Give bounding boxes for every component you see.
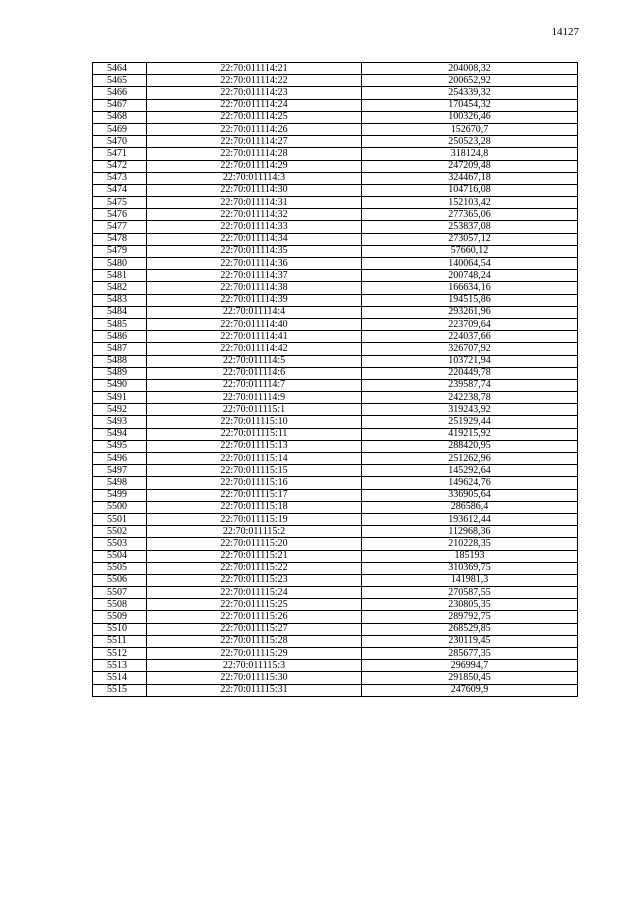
row-number-cell: 5490 [93, 379, 147, 391]
table-row [93, 440, 578, 452]
table-row [93, 416, 578, 428]
table-row [93, 550, 578, 562]
table-row [93, 87, 578, 99]
cadastral-number-cell: 22:70:011114:36 [147, 258, 362, 270]
cadastral-value-cell: 103721,94 [362, 355, 578, 367]
cadastral-value-cell: 253837,08 [362, 221, 578, 233]
table-row [93, 294, 578, 306]
cadastral-number-cell: 22:70:011115:16 [147, 477, 362, 489]
row-number-cell: 5466 [93, 87, 147, 99]
cadastral-value-cell: 277365,06 [362, 209, 578, 221]
cadastral-value-cell: 152103,42 [362, 197, 578, 209]
table-row [93, 672, 578, 684]
cadastral-number-cell: 22:70:011114:6 [147, 367, 362, 379]
cadastral-number-cell: 22:70:011114:23 [147, 87, 362, 99]
row-number-cell: 5505 [93, 562, 147, 574]
row-number-cell: 5470 [93, 136, 147, 148]
table-body [93, 63, 578, 697]
cadastral-value-cell: 170454,32 [362, 99, 578, 111]
table-row [93, 221, 578, 233]
row-number-cell: 5484 [93, 306, 147, 318]
table-row [93, 148, 578, 160]
cadastral-number-cell: 22:70:011114:31 [147, 197, 362, 209]
cadastral-value-cell: 310369,75 [362, 562, 578, 574]
cadastral-number-cell: 22:70:011114:27 [147, 136, 362, 148]
cadastral-number-cell: 22:70:011115:29 [147, 648, 362, 660]
table-row [93, 648, 578, 660]
table-row [93, 355, 578, 367]
row-number-cell: 5508 [93, 599, 147, 611]
row-number-cell: 5476 [93, 209, 147, 221]
row-number-cell: 5467 [93, 99, 147, 111]
cadastral-value-cell: 220449,78 [362, 367, 578, 379]
row-number-cell: 5513 [93, 660, 147, 672]
table-row [93, 635, 578, 647]
cadastral-number-cell: 22:70:011114:9 [147, 392, 362, 404]
row-number-cell: 5511 [93, 635, 147, 647]
row-number-cell: 5506 [93, 574, 147, 586]
table-row [93, 538, 578, 550]
table-row [93, 197, 578, 209]
table-row [93, 489, 578, 501]
cadastral-number-cell: 22:70:011115:24 [147, 587, 362, 599]
row-number-cell: 5503 [93, 538, 147, 550]
table-row [93, 160, 578, 172]
row-number-cell: 5471 [93, 148, 147, 160]
cadastral-number-cell: 22:70:011114:33 [147, 221, 362, 233]
row-number-cell: 5469 [93, 123, 147, 135]
table-row [93, 233, 578, 245]
cadastral-number-cell: 22:70:011114:38 [147, 282, 362, 294]
row-number-cell: 5485 [93, 318, 147, 330]
row-number-cell: 5496 [93, 453, 147, 465]
cadastral-number-cell: 22:70:011115:17 [147, 489, 362, 501]
cadastral-value-cell: 273057,12 [362, 233, 578, 245]
row-number-cell: 5515 [93, 684, 147, 696]
table-row [93, 270, 578, 282]
row-number-cell: 5483 [93, 294, 147, 306]
row-number-cell: 5498 [93, 477, 147, 489]
table-row [93, 404, 578, 416]
table-row [93, 428, 578, 440]
cadastral-value-cell: 152670,7 [362, 123, 578, 135]
row-number-cell: 5478 [93, 233, 147, 245]
table-row [93, 75, 578, 87]
cadastral-value-cell: 242238,78 [362, 392, 578, 404]
table-row [93, 513, 578, 525]
row-number-cell: 5472 [93, 160, 147, 172]
cadastral-value-cell: 239587,74 [362, 379, 578, 391]
cadastral-number-cell: 22:70:011115:14 [147, 453, 362, 465]
row-number-cell: 5502 [93, 526, 147, 538]
cadastral-value-cell: 324467,18 [362, 172, 578, 184]
cadastral-value-cell: 296994,7 [362, 660, 578, 672]
table-row [93, 599, 578, 611]
cadastral-number-cell: 22:70:011114:39 [147, 294, 362, 306]
row-number-cell: 5510 [93, 623, 147, 635]
row-number-cell: 5481 [93, 270, 147, 282]
table-row [93, 136, 578, 148]
table-row [93, 367, 578, 379]
cadastral-number-cell: 22:70:011114:40 [147, 318, 362, 330]
cadastral-value-cell: 104716,08 [362, 184, 578, 196]
cadastral-value-cell: 230805,35 [362, 599, 578, 611]
row-number-cell: 5495 [93, 440, 147, 452]
cadastral-number-cell: 22:70:011114:25 [147, 111, 362, 123]
table-row [93, 184, 578, 196]
cadastral-value-cell: 200652,92 [362, 75, 578, 87]
table-row [93, 63, 578, 75]
row-number-cell: 5465 [93, 75, 147, 87]
cadastral-number-cell: 22:70:011115:15 [147, 465, 362, 477]
cadastral-value-cell: 57660,12 [362, 245, 578, 257]
table-row [93, 477, 578, 489]
table-row [93, 574, 578, 586]
cadastral-value-cell: 149624,76 [362, 477, 578, 489]
cadastral-number-cell: 22:70:011115:3 [147, 660, 362, 672]
cadastral-number-cell: 22:70:011115:21 [147, 550, 362, 562]
cadastral-number-cell: 22:70:011114:3 [147, 172, 362, 184]
table-row [93, 562, 578, 574]
table-row [93, 306, 578, 318]
cadastral-number-cell: 22:70:011115:25 [147, 599, 362, 611]
cadastral-value-cell: 336905,64 [362, 489, 578, 501]
cadastral-value-cell: 194515,86 [362, 294, 578, 306]
cadastral-number-cell: 22:70:011114:28 [147, 148, 362, 160]
cadastral-number-cell: 22:70:011114:41 [147, 331, 362, 343]
cadastral-number-cell: 22:70:011114:30 [147, 184, 362, 196]
row-number-cell: 5504 [93, 550, 147, 562]
row-number-cell: 5494 [93, 428, 147, 440]
cadastral-value-cell: 141981,3 [362, 574, 578, 586]
cadastral-value-cell: 318124,8 [362, 148, 578, 160]
table-row [93, 623, 578, 635]
cadastral-value-cell: 293261,96 [362, 306, 578, 318]
cadastral-value-cell: 223709,64 [362, 318, 578, 330]
cadastral-number-cell: 22:70:011114:5 [147, 355, 362, 367]
table-row [93, 684, 578, 696]
row-number-cell: 5507 [93, 587, 147, 599]
row-number-cell: 5468 [93, 111, 147, 123]
cadastral-number-cell: 22:70:011115:31 [147, 684, 362, 696]
row-number-cell: 5492 [93, 404, 147, 416]
table-row [93, 587, 578, 599]
cadastral-number-cell: 22:70:011115:30 [147, 672, 362, 684]
cadastral-value-cell: 100326,46 [362, 111, 578, 123]
table-row [93, 379, 578, 391]
cadastral-number-cell: 22:70:011114:34 [147, 233, 362, 245]
cadastral-number-cell: 22:70:011114:7 [147, 379, 362, 391]
row-number-cell: 5499 [93, 489, 147, 501]
cadastral-value-cell: 288420,95 [362, 440, 578, 452]
cadastral-value-cell: 145292,64 [362, 465, 578, 477]
row-number-cell: 5474 [93, 184, 147, 196]
cadastral-value-cell: 251262,96 [362, 453, 578, 465]
cadastral-value-cell: 291850,45 [362, 672, 578, 684]
cadastral-value-cell: 230119,45 [362, 635, 578, 647]
row-number-cell: 5489 [93, 367, 147, 379]
cadastral-number-cell: 22:70:011114:32 [147, 209, 362, 221]
row-number-cell: 5464 [93, 63, 147, 75]
table-row [93, 453, 578, 465]
cadastral-number-cell: 22:70:011115:18 [147, 501, 362, 513]
row-number-cell: 5501 [93, 513, 147, 525]
row-number-cell: 5473 [93, 172, 147, 184]
table-row [93, 209, 578, 221]
table-row [93, 99, 578, 111]
table-row [93, 111, 578, 123]
cadastral-value-cell: 268529,85 [362, 623, 578, 635]
row-number-cell: 5486 [93, 331, 147, 343]
cadastral-value-cell: 112968,36 [362, 526, 578, 538]
cadastral-value-cell: 224037,66 [362, 331, 578, 343]
cadastral-value-cell: 204008,32 [362, 63, 578, 75]
cadastral-number-cell: 22:70:011115:27 [147, 623, 362, 635]
row-number-cell: 5493 [93, 416, 147, 428]
cadastral-value-cell: 166634,16 [362, 282, 578, 294]
cadastral-value-cell: 251929,44 [362, 416, 578, 428]
cadastral-value-cell: 200748,24 [362, 270, 578, 282]
cadastral-number-cell: 22:70:011114:29 [147, 160, 362, 172]
cadastral-value-cell: 210228,35 [362, 538, 578, 550]
row-number-cell: 5487 [93, 343, 147, 355]
cadastral-number-cell: 22:70:011114:22 [147, 75, 362, 87]
table-row [93, 331, 578, 343]
cadastral-number-cell: 22:70:011114:24 [147, 99, 362, 111]
row-number-cell: 5509 [93, 611, 147, 623]
table-row [93, 501, 578, 513]
cadastral-value-cell: 319243,92 [362, 404, 578, 416]
cadastral-value-cell: 140064,54 [362, 258, 578, 270]
table-row [93, 172, 578, 184]
cadastral-value-cell: 185193 [362, 550, 578, 562]
cadastral-number-cell: 22:70:011114:37 [147, 270, 362, 282]
cadastral-number-cell: 22:70:011114:4 [147, 306, 362, 318]
table-row [93, 245, 578, 257]
cadastral-number-cell: 22:70:011115:13 [147, 440, 362, 452]
table-row [93, 526, 578, 538]
cadastral-value-cell: 326707,92 [362, 343, 578, 355]
cadastral-number-cell: 22:70:011115:22 [147, 562, 362, 574]
cadastral-value-cell: 286586,4 [362, 501, 578, 513]
row-number-cell: 5488 [93, 355, 147, 367]
row-number-cell: 5491 [93, 392, 147, 404]
cadastral-value-cell: 270587,55 [362, 587, 578, 599]
cadastral-value-cell: 289792,75 [362, 611, 578, 623]
row-number-cell: 5479 [93, 245, 147, 257]
table-row [93, 123, 578, 135]
cadastral-number-cell: 22:70:011115:23 [147, 574, 362, 586]
row-number-cell: 5512 [93, 648, 147, 660]
row-number-cell: 5497 [93, 465, 147, 477]
cadastral-number-cell: 22:70:011115:11 [147, 428, 362, 440]
table-row [93, 660, 578, 672]
cadastral-number-cell: 22:70:011115:1 [147, 404, 362, 416]
cadastral-number-cell: 22:70:011114:26 [147, 123, 362, 135]
cadastral-number-cell: 22:70:011115:2 [147, 526, 362, 538]
table-row [93, 465, 578, 477]
cadastral-number-cell: 22:70:011115:26 [147, 611, 362, 623]
table-row [93, 282, 578, 294]
row-number-cell: 5482 [93, 282, 147, 294]
cadastral-value-cell: 285677,35 [362, 648, 578, 660]
page-number: 14127 [551, 26, 579, 38]
cadastral-number-cell: 22:70:011114:21 [147, 63, 362, 75]
row-number-cell: 5514 [93, 672, 147, 684]
table-row [93, 392, 578, 404]
cadastral-number-cell: 22:70:011115:19 [147, 513, 362, 525]
cadastral-number-cell: 22:70:011114:42 [147, 343, 362, 355]
row-number-cell: 5477 [93, 221, 147, 233]
cadastral-value-table [92, 62, 578, 697]
cadastral-value-cell: 254339,32 [362, 87, 578, 99]
cadastral-value-cell: 193612,44 [362, 513, 578, 525]
row-number-cell: 5475 [93, 197, 147, 209]
row-number-cell: 5500 [93, 501, 147, 513]
cadastral-value-cell: 250523,28 [362, 136, 578, 148]
cadastral-value-cell: 247209,48 [362, 160, 578, 172]
cadastral-value-cell: 247609,9 [362, 684, 578, 696]
table-row [93, 343, 578, 355]
row-number-cell: 5480 [93, 258, 147, 270]
cadastral-number-cell: 22:70:011115:10 [147, 416, 362, 428]
table-row [93, 318, 578, 330]
table-row [93, 258, 578, 270]
cadastral-value-cell: 419215,92 [362, 428, 578, 440]
cadastral-number-cell: 22:70:011114:35 [147, 245, 362, 257]
table-row [93, 611, 578, 623]
cadastral-number-cell: 22:70:011115:28 [147, 635, 362, 647]
cadastral-number-cell: 22:70:011115:20 [147, 538, 362, 550]
